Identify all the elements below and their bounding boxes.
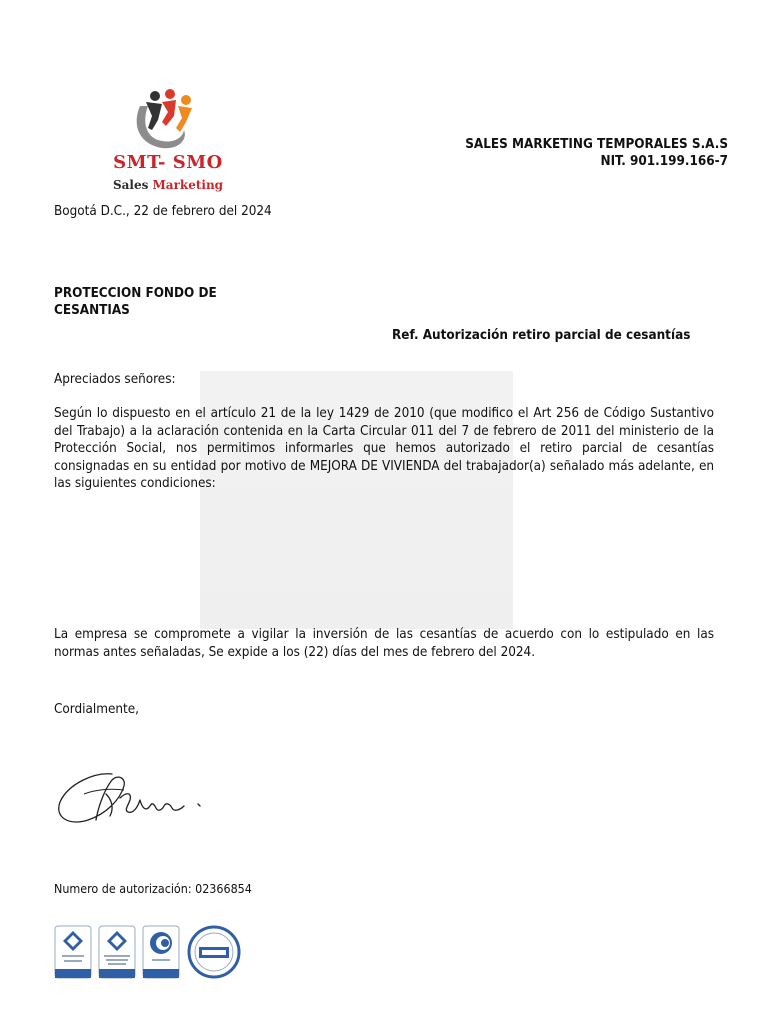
logo-sub-right: Marketing [152, 178, 224, 192]
logo-subtitle [103, 178, 233, 192]
iqnet-icon [189, 927, 239, 977]
quality-seal-icon [55, 926, 91, 978]
authorization-number: Numero de autorización: 02366854 [54, 881, 252, 896]
recipient-line-2: CESANTIAS [54, 303, 130, 318]
certification-badges [54, 925, 244, 981]
logo-name: SMT- SMO [113, 152, 223, 173]
commitment-paragraph: La empresa se compromete a vigilar la inversión de las cesantías de acuerdo con lo estipulado en las normas antes señaladas, Se expide a los (22) días del mes de febrero del 2024. [54, 627, 714, 660]
body-paragraph: Según lo dispuesto en el artículo 21 de la ley 1429 de 2010 (que modifico el Art 256 de Código Sustantivo del Trabajo) a la aclaración contenida en la Carta Circular 011 del 7 de febrero de 2011 del ministerio de la Protección Social, nos permitimos informarles que hemos autorizado el retiro parcial de cesantías consignadas en su entidad por motivo de MEJORA DE VIVIENDA del trabajador(a) señalado más adelante, en las siguientes condiciones: [54, 406, 714, 491]
salutation: Apreciados señores: [54, 372, 176, 387]
closing: Cordialmente, [54, 702, 139, 717]
people-logo-icon [100, 86, 235, 156]
recipient-block [54, 285, 217, 319]
logo-sub-left: Sales [112, 178, 149, 192]
recipient-line-1: PROTECCION FONDO DE [54, 286, 217, 301]
company-nit: NIT. 901.199.166-7 [600, 154, 728, 169]
company-block [465, 136, 728, 170]
place-date: Bogotá D.C., 22 de febrero del 2024 [54, 204, 272, 219]
technical-standard-icon [99, 926, 135, 978]
iso-9001-icon [143, 926, 179, 978]
company-name: SALES MARKETING TEMPORALES S.A.S [465, 137, 728, 152]
certification-badges-graphic [54, 925, 244, 981]
signature-image [54, 764, 214, 834]
reference-line: Ref. Autorización retiro parcial de cesantías [392, 328, 691, 343]
